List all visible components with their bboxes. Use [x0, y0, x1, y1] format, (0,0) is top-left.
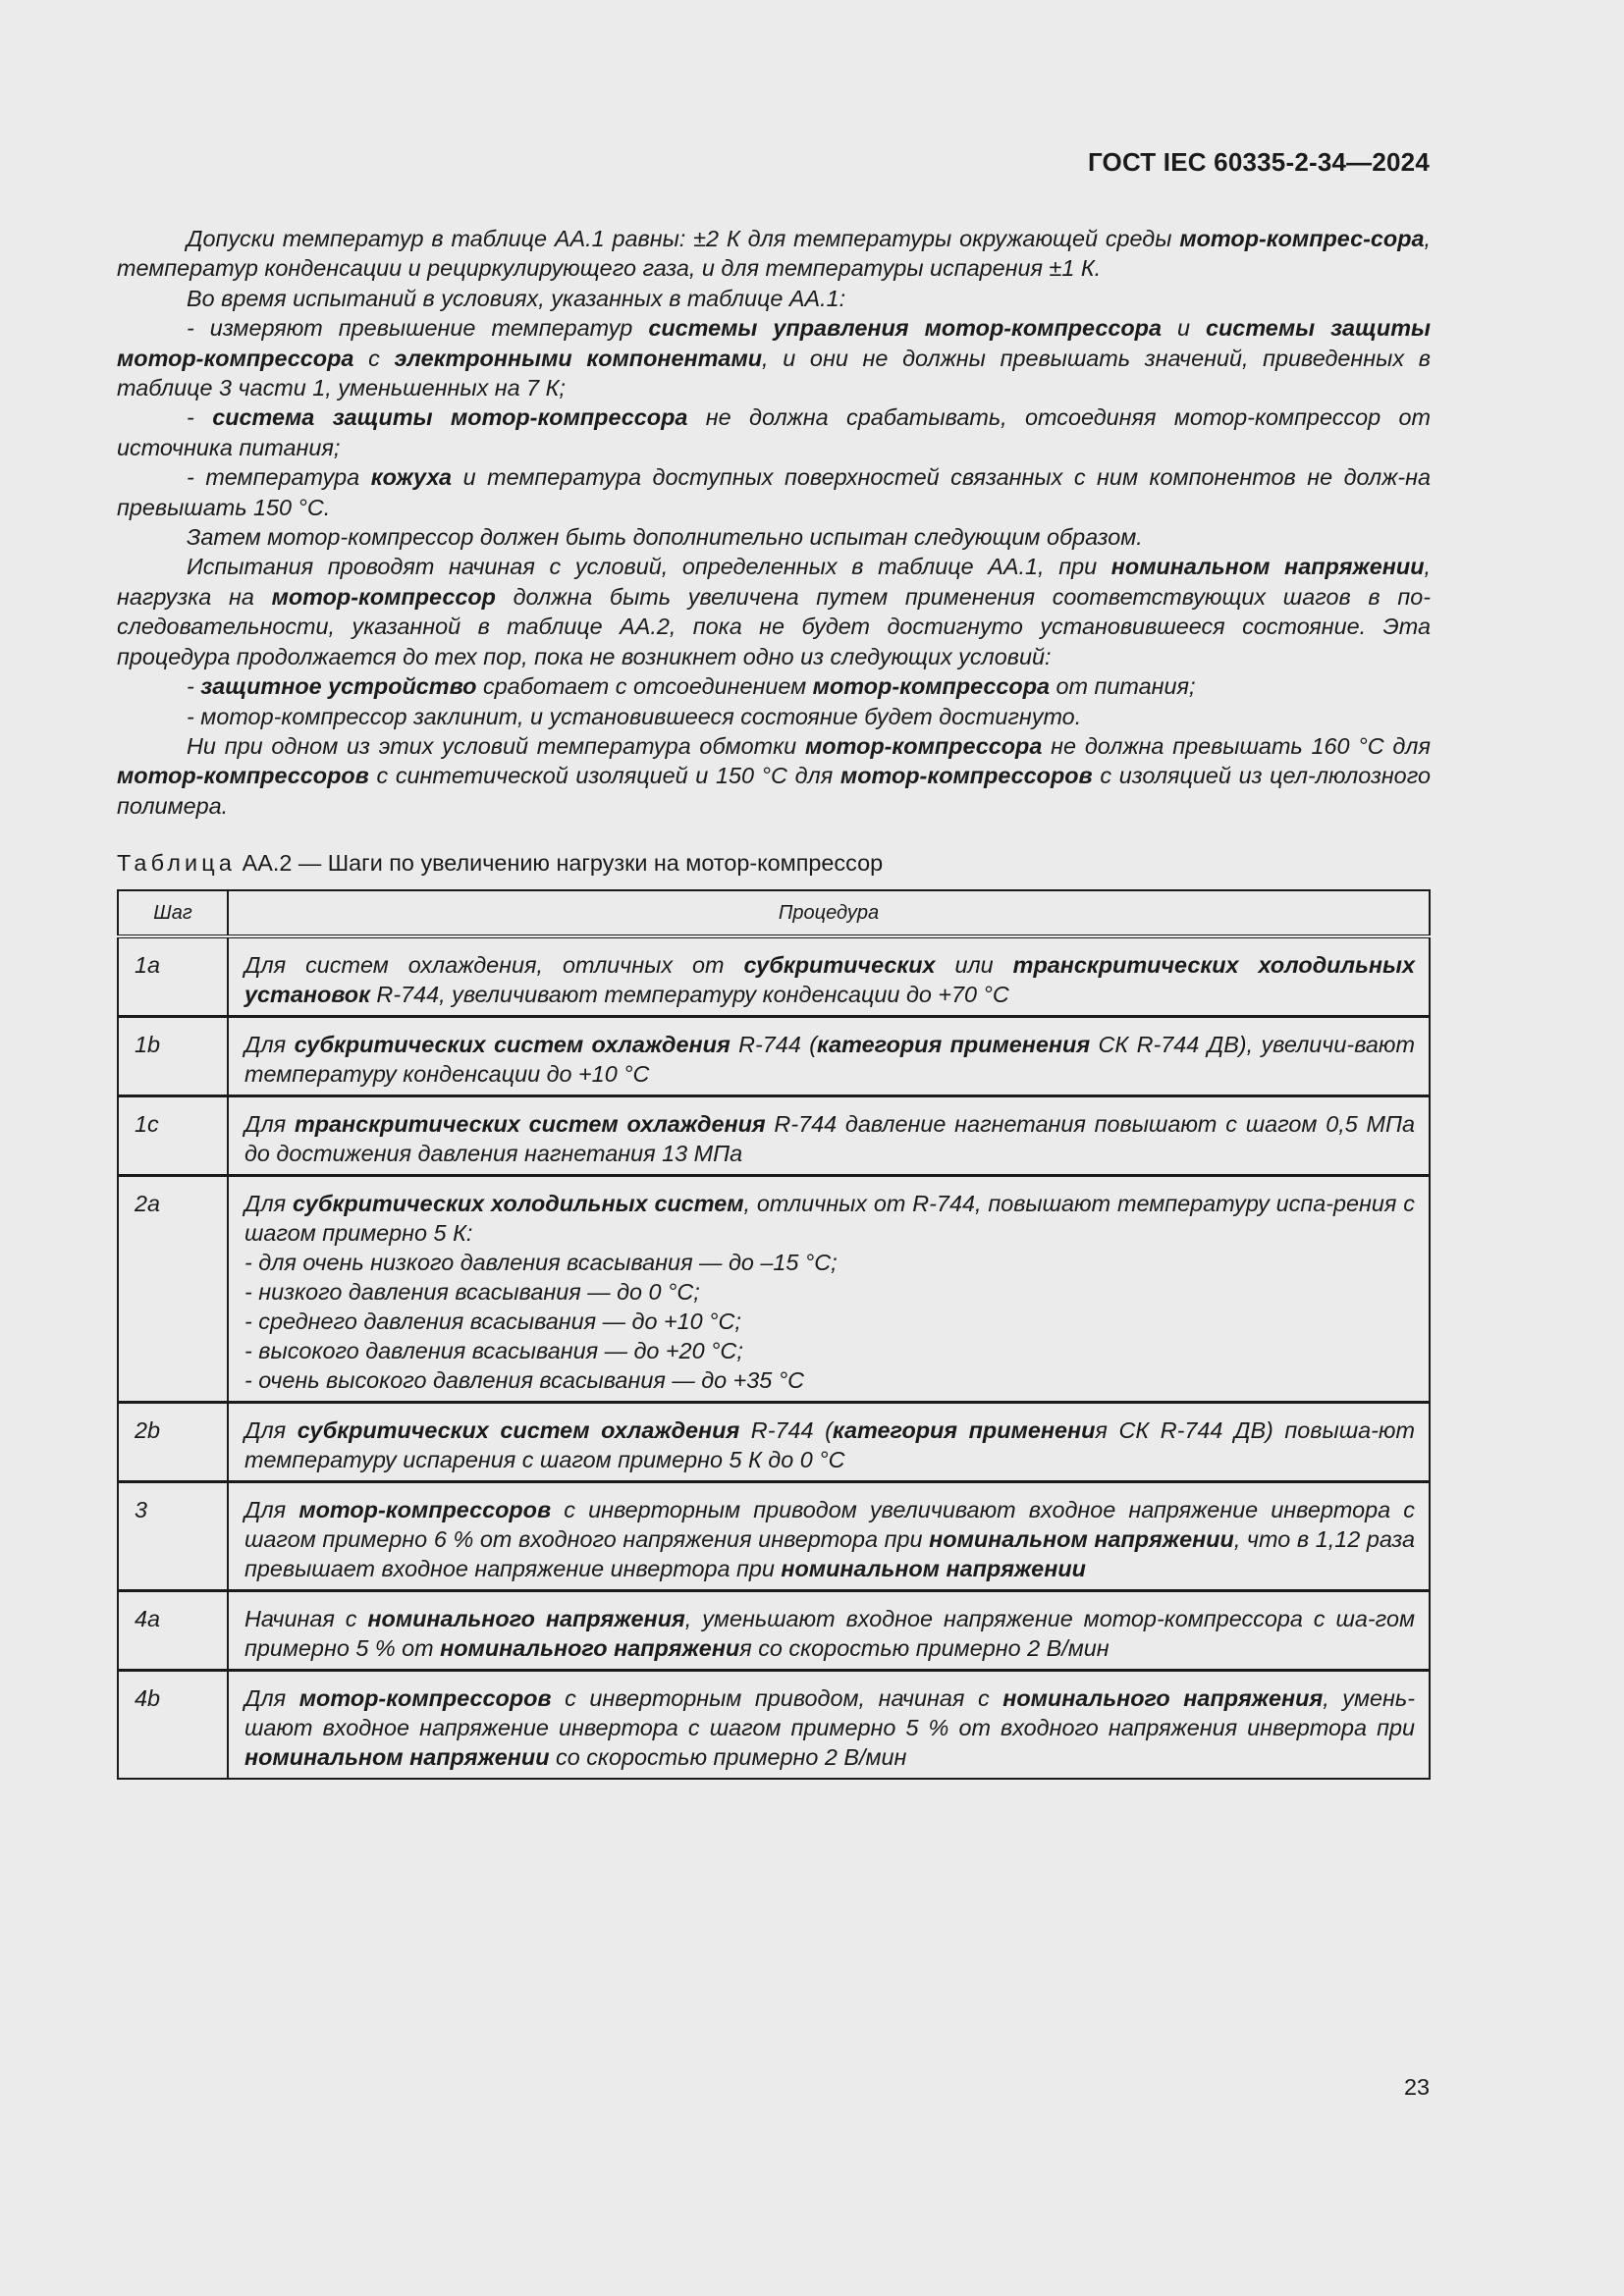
procedure-sub-item: - среднего давления всасывания — до +10 °С;: [244, 1308, 741, 1334]
step-cell: 1с: [118, 1096, 228, 1176]
table-row: [118, 1176, 1430, 1403]
procedure-text: Для субкритических холодильных систем, отличных от R-744, повышают температуру испа-рения с шагом примерно 5 К:: [244, 1191, 1415, 1246]
column-header-step: Шаг: [118, 890, 228, 936]
paragraph: Испытания проводят начиная с условий, определенных в таблице АА.1, при номинальном напряжении, нагрузка на мотор-компрессор должна быть увеличена путем применения соответствующих шагов в по-следовательности, указанной в таблице АА.2, пока не будет достигнуто установившееся состояние. Эта процедура продолжается до тех пор, пока не возникнет одно из следующих условий:: [117, 554, 1431, 669]
step-cell: 2b: [118, 1403, 228, 1482]
procedure-table: [117, 889, 1431, 1780]
table-caption-label: Таблица: [117, 850, 237, 876]
step-cell: 1b: [118, 1017, 228, 1096]
procedure-sub-item: - низкого давления всасывания — до 0 °С;: [244, 1279, 700, 1305]
paragraph: Во время испытаний в условиях, указанных в таблице АА.1:: [187, 285, 846, 311]
paragraph: Затем мотор-компрессор должен быть дополнительно испытан следующим образом.: [187, 524, 1143, 551]
procedure-text: Для субкритических систем охлаждения R-744 (категория применения СК R-744 ДВ) повыша-ют температуру испарения с шагом примерно 5 К до 0 °С: [244, 1417, 1416, 1472]
procedure-cell: [228, 1482, 1430, 1591]
procedure-text: Для субкритических систем охлаждения R-744 (категория применения СК R-744 ДВ), увеличи-вают температуру конденсации до +10 °С: [244, 1032, 1415, 1087]
procedure-text: Для транскритических систем охлаждения R-744 давление нагнетания повышают с шагом 0,5 МПа до достижения давления нагнетания 13 МПа: [244, 1111, 1415, 1166]
list-item: - измеряют превышение температур системы управления мотор-компрессора и системы защиты мотор-компрессора с электронными компонентами, и они не должны превышать значений, приведенных в таблице 3 части 1, уменьшенных на 7 К;: [117, 315, 1431, 401]
table-row: [118, 1096, 1430, 1176]
paragraph: Допуски температур в таблице АА.1 равны: ±2 К для температуры окружающей среды мотор-компрес-сора, температур конденсации и рециркулирующего газа, и для температуры испарения ±1 К.: [117, 226, 1431, 282]
table-row: [118, 1671, 1430, 1780]
procedure-text: Для систем охлаждения, отличных от субкритических или транскритических холодильных установок R-744, увеличивают температуру конденсации до +70 °С: [244, 952, 1415, 1007]
table-row: [118, 1591, 1430, 1671]
step-cell: 4а: [118, 1591, 228, 1671]
table-caption-text: АА.2 — Шаги по увеличению нагрузки на мотор-компрессор: [242, 850, 884, 876]
document-id: ГОСТ IEC 60335-2-34—2024: [1087, 147, 1430, 177]
procedure-cell: [228, 1176, 1430, 1403]
procedure-text: Для мотор-компрессоров с инверторным приводом увеличивают входное напряжение инвертора с шагом примерно 6 % от входного напряжения инвертора при номинальном напряжении, что в 1,12 раза превышает входное напряжение инвертора при номинальном напряжении: [244, 1497, 1416, 1581]
procedure-cell: [228, 1096, 1430, 1176]
procedure-cell: [228, 1671, 1430, 1780]
table-row: [118, 1482, 1430, 1591]
list-item: - мотор-компрессор заклинит, и установившееся состояние будет достигнуто.: [187, 703, 1082, 729]
procedure-text: Для мотор-компрессоров с инверторным приводом, начиная с номинального напряжения, умень-шают входное напряжение инвертора с шагом примерно 5 % от входного напряжения инвертора при номинальном напряжении со скоростью примерно 2 В/мин: [244, 1685, 1416, 1770]
page-number: 23: [1403, 2074, 1430, 2100]
step-cell: 3: [118, 1482, 228, 1591]
step-cell: 2а: [118, 1176, 228, 1403]
procedure-sub-item: - для очень низкого давления всасывания — до –15 °С;: [244, 1250, 838, 1275]
procedure-cell: [228, 1403, 1430, 1482]
table-caption: [117, 848, 883, 878]
procedure-sub-item: - высокого давления всасывания — до +20 °С;: [244, 1338, 743, 1363]
procedure-cell: [228, 1591, 1430, 1671]
procedure-cell: [228, 936, 1430, 1017]
step-cell: 4b: [118, 1671, 228, 1780]
table-header-row: [118, 890, 1430, 936]
body-text: [117, 224, 1431, 821]
column-header-procedure: Процедура: [228, 890, 1430, 936]
procedure-text: Начиная с номинального напряжения, уменьшают входное напряжение мотор-компрессора с ша-гом примерно 5 % от номинального напряжения со скоростью примерно 2 В/мин: [244, 1606, 1415, 1661]
list-item: - защитное устройство сработает с отсоединением мотор-компрессора от питания;: [187, 673, 1196, 700]
step-cell: 1а: [118, 936, 228, 1017]
paragraph: Ни при одном из этих условий температура обмотки мотор-компрессора не должна превышать 160 °С для мотор-компрессоров с синтетической изоляцией и 150 °С для мотор-компрессоров с изоляцией из цел-люлозного полимера.: [117, 732, 1431, 819]
table-row: [118, 1017, 1430, 1096]
procedure-sub-item: - очень высокого давления всасывания — до +35 °С: [244, 1367, 805, 1393]
table-row: [118, 936, 1430, 1017]
table-row: [118, 1403, 1430, 1482]
list-item: - система защиты мотор-компрессора не должна срабатывать, отсоединяя мотор-компрессор от источника питания;: [117, 404, 1431, 460]
list-item: - температура кожуха и температура доступных поверхностей связанных с ним компонентов не долж-на превышать 150 °С.: [117, 464, 1431, 520]
procedure-cell: [228, 1017, 1430, 1096]
